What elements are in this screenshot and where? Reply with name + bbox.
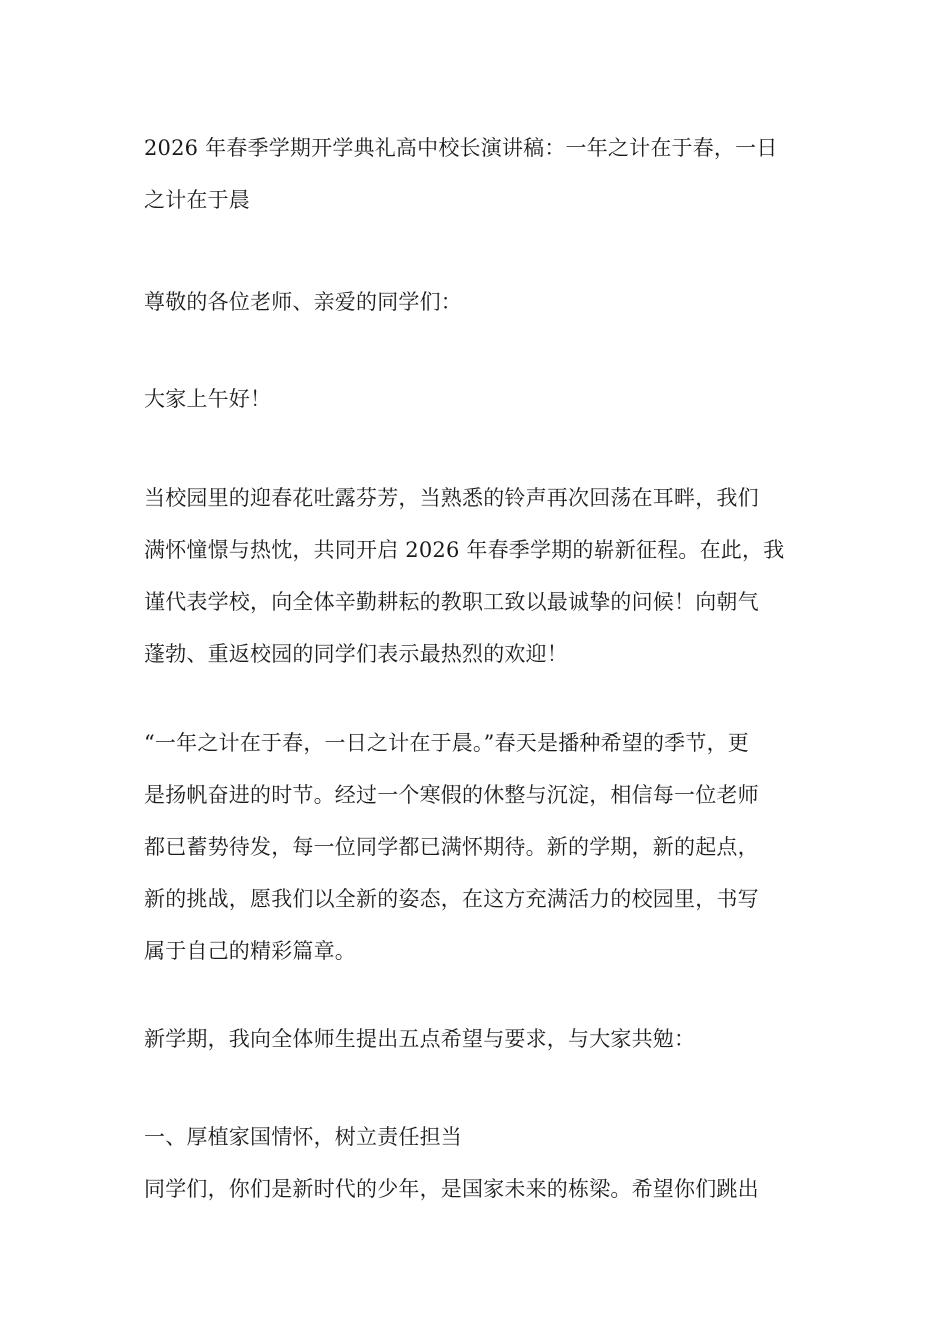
paragraph-3 (144, 1013, 808, 1065)
paragraph-line: 新的挑战，愿我们以全新的姿态，在这方充满活力的校园里，书写 (144, 887, 759, 911)
paragraph-2 (144, 717, 808, 977)
salutation-text: 尊敬的各位老师、亲爱的同学们： (144, 290, 462, 314)
paragraph-line: 谨代表学校，向全体辛勤耕耘的教职工致以最诚挚的问候！向朝气 (144, 590, 759, 614)
document-title (144, 122, 808, 226)
greeting (144, 373, 808, 425)
paragraph-line: 是扬帆奋进的时节。经过一个寒假的休整与沉淀，相信每一位老师 (144, 783, 759, 807)
greeting-text: 大家上午好！ (144, 387, 272, 411)
paragraph-line: “一年之计在于春，一日之计在于晨。”春天是播种希望的季节，更 (144, 731, 749, 755)
paragraph-line: 属于自己的精彩篇章。 (144, 939, 356, 963)
title-line: 之计在于晨 (144, 188, 250, 212)
section-1 (144, 1111, 808, 1215)
title-line: 2026 年春季学期开学典礼高中校长演讲稿：一年之计在于春，一日 (144, 136, 778, 160)
paragraph-line: 都已蓄势待发，每一位同学都已满怀期待。新的学期，新的起点， (144, 835, 759, 859)
paragraph-line: 同学们，你们是新时代的少年，是国家未来的栋梁。希望你们跳出 (144, 1177, 759, 1201)
paragraph-1 (144, 472, 808, 680)
paragraph-line: 当校园里的迎春花吐露芬芳，当熟悉的铃声再次回荡在耳畔，我们 (144, 486, 759, 510)
paragraph-line: 蓬勃、重返校园的同学们表示最热烈的欢迎！ (144, 642, 568, 666)
section-heading: 一、厚植家国情怀，树立责任担当 (144, 1125, 462, 1149)
paragraph-line: 新学期，我向全体师生提出五点希望与要求，与大家共勉： (144, 1027, 696, 1051)
salutation (144, 276, 808, 328)
paragraph-line: 满怀憧憬与热忱，共同开启 2026 年春季学期的崭新征程。在此，我 (144, 538, 785, 562)
